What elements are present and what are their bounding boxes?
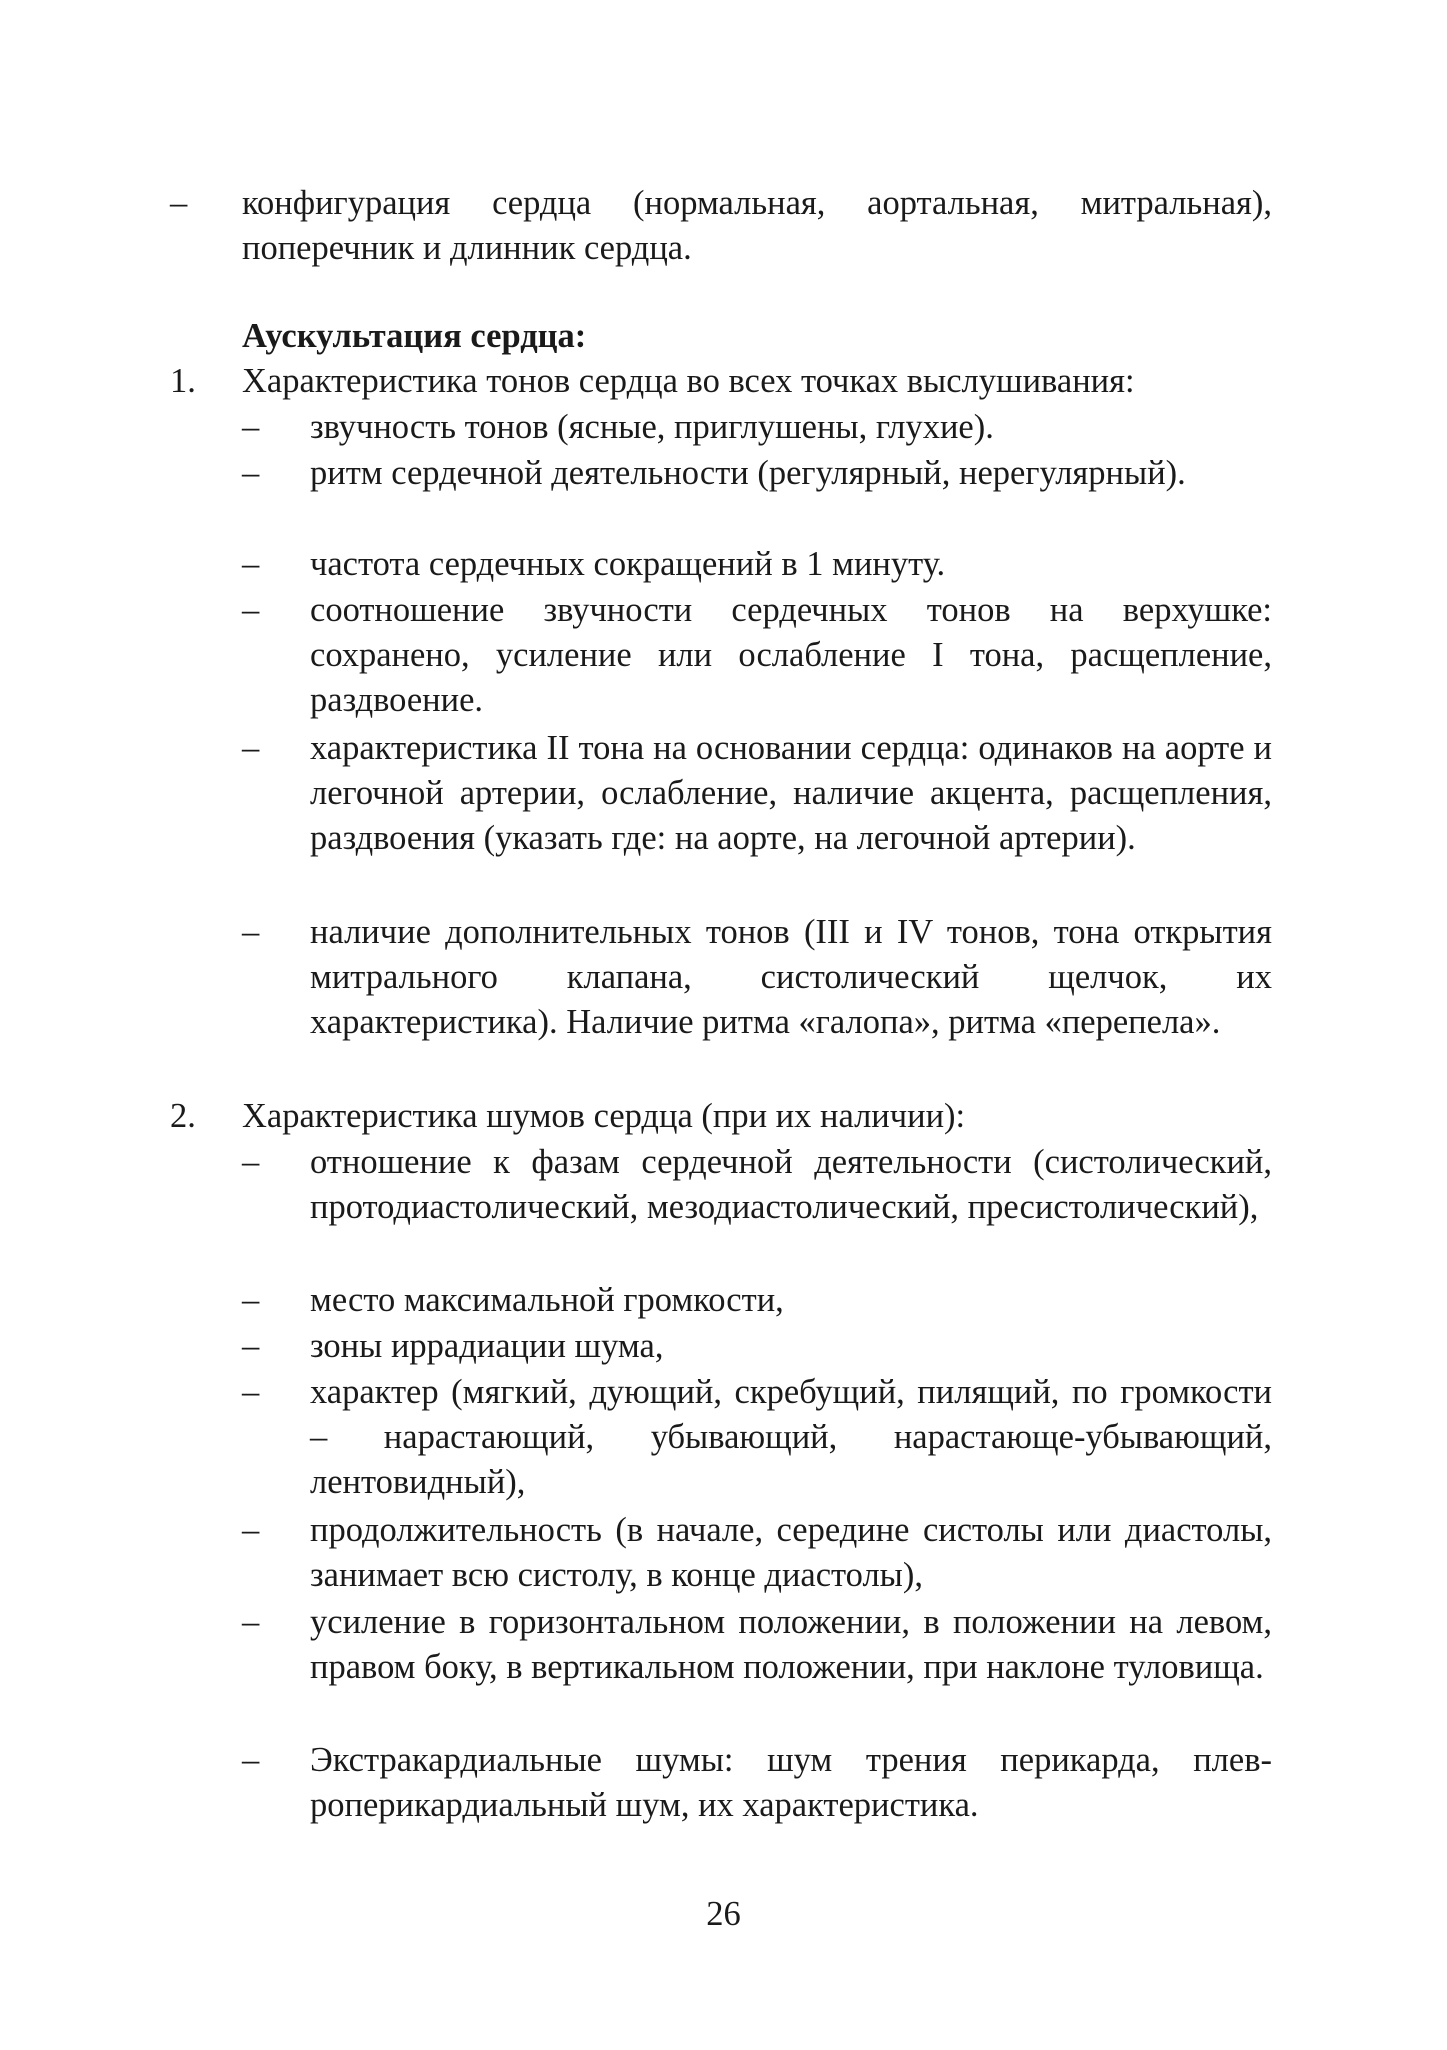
list-item: соотношение звучности сердечных тонов на верхушке: сохранено, усиление или ослабление I тона, расщепление, раздвоение. [310, 591, 1272, 719]
list-item: усиление в горизонтальном положении, в положении на левом, правом боку, в вертикальном положении, при наклоне туловища. [310, 1603, 1272, 1686]
list-item: отношение к фазам сердечной деятельности (систолический, протодиастолический, мезодиастолический, пресистолический), [310, 1143, 1272, 1226]
list-item: характеристика II тона на основании сердца: одинаков на аорте и легочной артерии, ослабление, наличие акцента, расщепления, раздвоения (указать где: на аорте, на легочной артерии). [310, 729, 1272, 857]
list-item-marker: – [242, 913, 260, 951]
list-item-marker: – [242, 591, 260, 629]
list-item-marker: – [242, 1327, 260, 1365]
list-item-marker: – [242, 1741, 260, 1779]
list-item-marker: – [242, 1373, 260, 1411]
list-item: наличие дополнительных тонов (III и IV тонов, тона открытия митрального клапана, систолический щелчок, их характеристика). Наличие ритма «галопа», ритма «перепела». [310, 913, 1272, 1041]
list-item-marker: – [242, 545, 260, 583]
list-item-marker: – [242, 729, 260, 767]
item-2-number: 2. [170, 1097, 196, 1135]
list-item: место максимальной громкости, [310, 1281, 784, 1319]
item-1-title: Характеристика тонов сердца во всех точках выслушивания: [242, 362, 1135, 400]
list-item: звучность тонов (ясные, приглушены, глухие). [310, 408, 994, 446]
list-item-marker: – [242, 1511, 260, 1549]
list-item: характер (мягкий, дующий, скребущий, пилящий, по громкости – нарастающий, убывающий, нарастающе-убывающий, лентовидный), [310, 1373, 1272, 1501]
item-2-title: Характеристика шумов сердца (при их наличии): [242, 1097, 966, 1135]
intro-item-text: конфигурация сердца (нормальная, аортальная, митральная), поперечник и длинник сердца. [242, 184, 1272, 267]
item-1-number: 1. [170, 362, 196, 400]
list-item: продолжительность (в начале, середине систолы или диастолы, занимает всю систолу, в конце диастолы), [310, 1511, 1272, 1594]
list-item-marker: – [242, 408, 260, 446]
section-heading: Аускультация сердца: [242, 317, 587, 355]
list-item-marker: – [242, 1143, 260, 1181]
list-item-marker: – [242, 454, 260, 492]
page-number: 26 [706, 1895, 741, 1933]
list-item: зоны иррадиации шума, [310, 1327, 664, 1365]
list-item-marker: – [242, 1281, 260, 1319]
list-item: ритм сердечной деятельности (регулярный, нерегулярный). [310, 454, 1186, 492]
list-item-marker: – [242, 1603, 260, 1641]
list-item: частота сердечных сокращений в 1 минуту. [310, 545, 946, 583]
list-item: Экстракардиальные шумы: шум трения перикарда, плевроперикардиальный шум, их характеристика. [310, 1741, 1272, 1824]
intro-item-marker: – [170, 184, 188, 222]
